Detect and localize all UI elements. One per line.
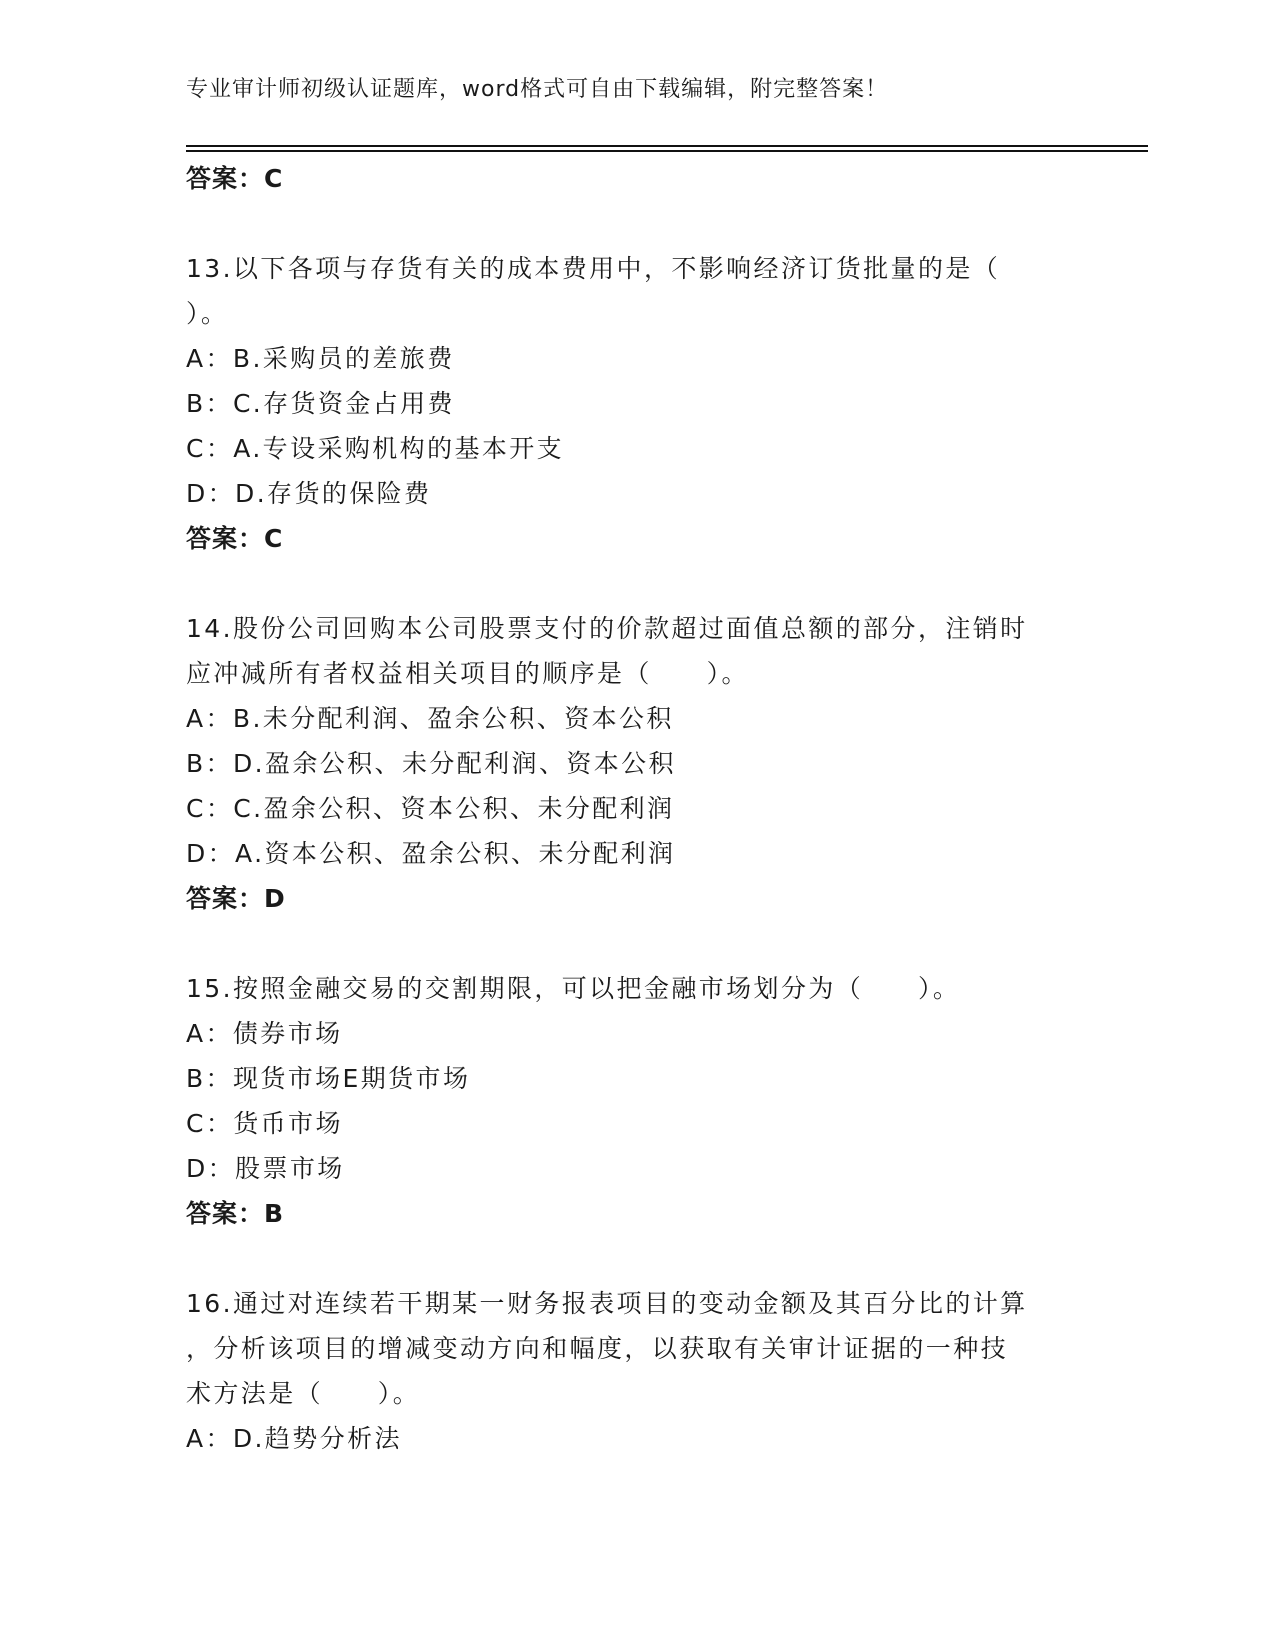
- question-stem-line: ）。: [186, 299, 229, 328]
- question-stem-line: 术方法是（ ）。: [186, 1379, 421, 1408]
- question-15: [186, 966, 1148, 1236]
- option-b: B：C.存货资金占用费: [186, 389, 455, 418]
- spacer: [186, 1236, 1148, 1281]
- question-stem-line: 14.股份公司回购本公司股票支付的价款超过面值总额的部分，注销时: [186, 614, 1028, 643]
- header-rule-bottom: [186, 150, 1148, 152]
- option-d: D：D.存货的保险费: [186, 479, 432, 508]
- spacer: [186, 921, 1148, 966]
- option-b: B：D.盈余公积、未分配利润、资本公积: [186, 749, 676, 778]
- option-c: C：A.专设采购机构的基本开支: [186, 434, 565, 463]
- option-a: A：D.趋势分析法: [186, 1424, 402, 1453]
- previous-answer: 答案：C: [186, 164, 284, 193]
- question-content: [186, 156, 1148, 1461]
- spacer: [186, 201, 1148, 246]
- option-a: A：债券市场: [186, 1019, 343, 1048]
- answer-label: 答案：C: [186, 524, 284, 553]
- option-c: C：C.盈余公积、资本公积、未分配利润: [186, 794, 675, 823]
- option-a: A：B.采购员的差旅费: [186, 344, 455, 373]
- spacer: [186, 561, 1148, 606]
- option-d: D：A.资本公积、盈余公积、未分配利润: [186, 839, 676, 868]
- question-16: [186, 1281, 1148, 1461]
- header-rule-top: [186, 145, 1148, 147]
- question-13: [186, 246, 1148, 561]
- question-14: [186, 606, 1148, 921]
- option-a: A：B.未分配利润、盈余公积、资本公积: [186, 704, 674, 733]
- page-header-text: 专业审计师初级认证题库，word格式可自由下载编辑，附完整答案！: [186, 77, 889, 102]
- question-stem-line: ，分析该项目的增减变动方向和幅度，以获取有关审计证据的一种技: [186, 1334, 1009, 1363]
- answer-label: 答案：B: [186, 1199, 285, 1228]
- answer-label: 答案：D: [186, 884, 286, 913]
- option-b: B：现货市场E期货市场: [186, 1064, 471, 1093]
- question-stem-line: 应冲减所有者权益相关项目的顺序是（ ）。: [186, 659, 749, 688]
- option-d: D：股票市场: [186, 1154, 345, 1183]
- question-stem-line: 16.通过对连续若干期某一财务报表项目的变动金额及其百分比的计算: [186, 1289, 1028, 1318]
- question-stem-line: 13.以下各项与存货有关的成本费用中，不影响经济订货批量的是（: [186, 254, 1001, 283]
- question-stem-line: 15.按照金融交易的交割期限，可以把金融市场划分为（ ）。: [186, 974, 961, 1003]
- option-c: C：货币市场: [186, 1109, 343, 1138]
